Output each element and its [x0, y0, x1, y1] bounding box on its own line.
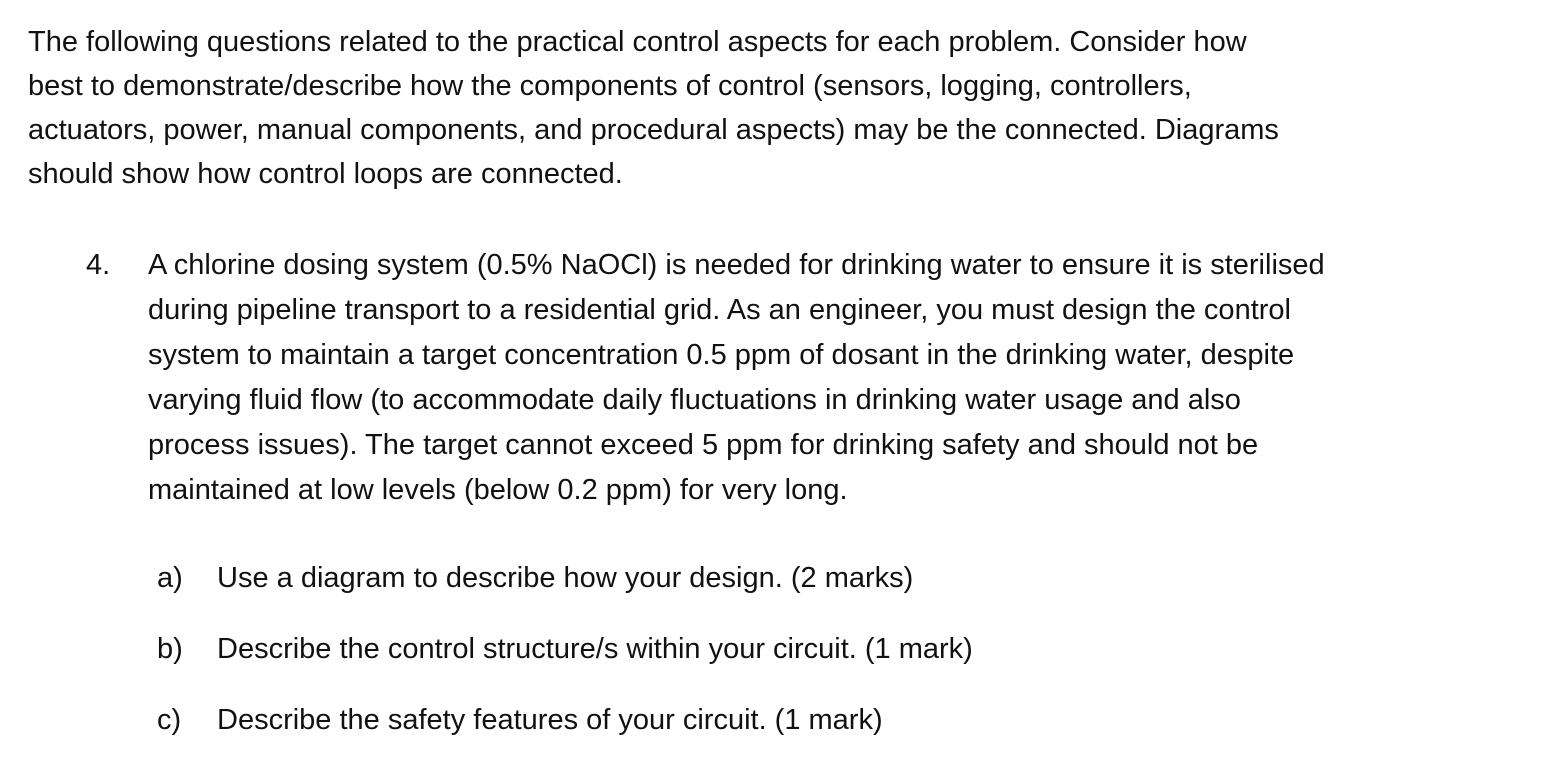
question-line: A chlorine dosing system (0.5% NaOCl) is needed for drinking water to ensure it is sterilised [148, 249, 1325, 281]
question-line: maintained at low levels (below 0.2 ppm) for very long. [148, 474, 848, 506]
question-line: varying fluid flow (to accommodate daily fluctuations in drinking water usage and also [148, 384, 1241, 416]
subpart-b [157, 627, 1357, 672]
subpart-text: Use a diagram to describe how your design. (2 marks) [217, 562, 914, 594]
question-number: 4. [86, 249, 111, 281]
subpart-letter: c) [157, 704, 182, 736]
intro-line: The following questions related to the practical control aspects for each problem. Consider how [28, 26, 1247, 58]
question-line: system to maintain a target concentration 0.5 ppm of dosant in the drinking water, despite [148, 339, 1295, 371]
intro-line: should show how control loops are connected. [28, 158, 623, 190]
intro-line: actuators, power, manual components, and procedural aspects) may be the connected. Diagrams [28, 114, 1279, 146]
subpart-text: Describe the control structure/s within your circuit. (1 mark) [217, 633, 973, 665]
intro-line: best to demonstrate/describe how the components of control (sensors, logging, controllers, [28, 70, 1192, 102]
question-line: during pipeline transport to a residential grid. As an engineer, you must design the control [148, 294, 1291, 326]
subpart-letter: a) [157, 562, 183, 594]
subpart-a [157, 556, 1357, 601]
question-text [148, 243, 1548, 513]
subpart-letter: b) [157, 633, 183, 665]
subpart-c [157, 698, 1357, 743]
question-line: process issues). The target cannot exceed 5 ppm for drinking safety and should not be [148, 429, 1259, 461]
intro-paragraph [28, 20, 1528, 196]
subpart-text: Describe the safety features of your circuit. (1 mark) [217, 704, 883, 736]
